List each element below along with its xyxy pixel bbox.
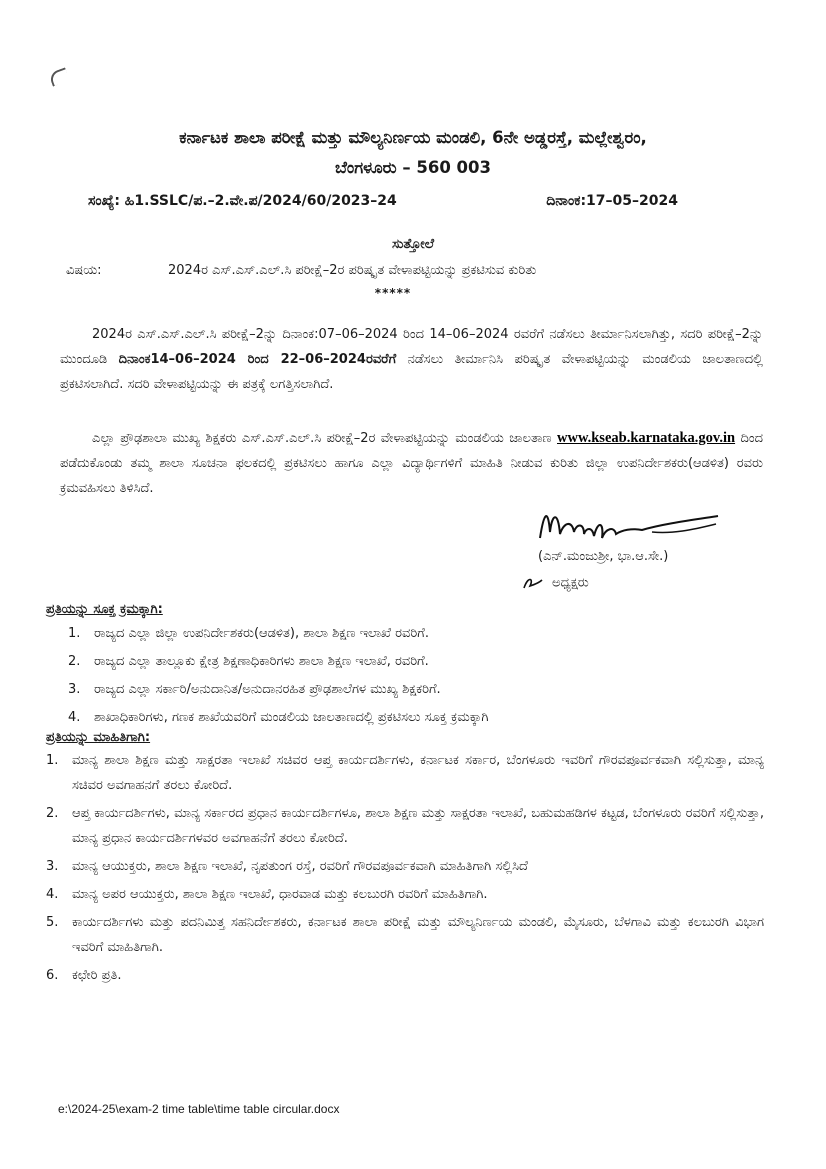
initial-mark: [520, 574, 544, 592]
list-item: 5. ಕಾರ್ಯದರ್ಶಿಗಳು ಮತ್ತು ಪದನಿಮಿತ್ತ ಸಹನಿರ್ದೇಶಕರು, ಕರ್ನಾಟಕ ಶಾಲಾ ಪರೀಕ್ಷೆ ಮತ್ತು ಮೌಲ್ಯನಿರ್ಣಯ ಮಂಡಲಿ, ಮೈಸೂರು, ಬೆಳಗಾವಿ ಮತ್ತು ಕಲಬುರಗಿ ವಿಭಾಗ ಇವರಿಗೆ ಮಾಹಿತಿಗಾಗಿ.: [46, 915, 764, 955]
separator-stars: *****: [374, 286, 412, 300]
file-path-footer: e:\2024-25\exam-2 time table\time table circular.docx: [58, 1102, 340, 1116]
body-paragraph-1: [60, 322, 763, 397]
list-item: 6. ಕಛೇರಿ ಪ್ರತಿ.: [46, 968, 122, 983]
subject-line: [66, 263, 536, 278]
list-item: 1. ಮಾನ್ಯ ಶಾಲಾ ಶಿಕ್ಷಣ ಮತ್ತು ಸಾಕ್ಷರತಾ ಇಲಾಖೆ ಸಚಿವರ ಆಪ್ತ ಕಾರ್ಯದರ್ಶಿಗಳು, ಕರ್ನಾಟಕ ಸರ್ಕಾರ, ಬೆಂಗಳೂರು ಇವರಿಗೆ ಗೌರವಪೂರ್ವಕವಾಗಿ ಸಲ್ಲಿಸುತ್ತಾ, ಮಾನ್ಯ ಸಚಿವರ ಅವಗಾಹನಗೆ ತರಲು ಕೋರಿದೆ.: [46, 753, 764, 793]
list-item: 2. ಆಪ್ತ ಕಾರ್ಯದರ್ಶಿಗಳು, ಮಾನ್ಯ ಸರ್ಕಾರದ ಪ್ರಧಾನ ಕಾರ್ಯದರ್ಶಿಗಳೂ, ಶಾಲಾ ಶಿಕ್ಷಣ ಮತ್ತು ಸಾಕ್ಷರತಾ ಇಲಾಖೆ, ಬಹುಮಹಡಿಗಳ ಕಟ್ಟಡ, ಬೆಂಗಳೂರು ರವರಿಗೆ ಸಲ್ಲಿಸುತ್ತಾ, ಮಾನ್ಯ ಪ್ರಧಾನ ಕಾರ್ಯದರ್ಶಿಗಳವರ ಅವಗಾಹನೆಗೆ ತರಲು ಕೋರಿದೆ.: [46, 806, 764, 846]
copies-action-list: [68, 622, 768, 734]
list-item: 2. ರಾಜ್ಯದ ಎಲ್ಲಾ ತಾಲ್ಲೂಕು ಕ್ಷೇತ್ರ ಶಿಕ್ಷಣಾಧಿಕಾರಿಗಳು ಶಾಲಾ ಶಿಕ್ಷಣ ಇಲಾಖೆ, ರವರಿಗೆ.: [68, 654, 429, 669]
list-item: 3. ಮಾನ್ಯ ಆಯುಕ್ತರು, ಶಾಲಾ ಶಿಕ್ಷಣ ಇಲಾಖೆ, ನೃಪತುಂಗ ರಸ್ತೆ, ರವರಿಗೆ ಗೌರವಪೂರ್ವಕವಾಗಿ ಮಾಹಿತಿಗಾಗಿ ಸಲ್ಲಿಸಿದೆ: [46, 859, 528, 874]
paragraph-1-dates: ದಿನಾಂಕ14–06–2024 ರಿಂದ 22–06–2024ರವರೆಗೆ: [118, 352, 397, 367]
board-address-heading: ಬೆಂಗಳೂರು – 560 003: [335, 158, 491, 177]
reference-date: ದಿನಾಂಕ:17–05–2024: [546, 193, 678, 209]
subject-text: 2024ರ ಎಸ್.ಎಸ್.ಎಲ್.ಸಿ ಪರೀಕ್ಷೆ–2ರ ಪರಿಷ್ಕೃತ ವೇಳಾಪಟ್ಟಿಯನ್ನು ಪ್ರಕಟಿಸುವ ಕುರಿತು: [168, 263, 537, 278]
copies-action-heading: ಪ್ರತಿಯನ್ನು ಸೂಕ್ತ ಕ್ರಮಕ್ಕಾಗಿ:: [46, 602, 163, 617]
copies-info-list: [46, 748, 764, 991]
board-name-heading: ಕರ್ನಾಟಕ ಶಾಲಾ ಪರೀಕ್ಷೆ ಮತ್ತು ಮೌಲ್ಯನಿರ್ಣಯ ಮಂಡಲಿ, 6ನೇ ಅಡ್ಡರಸ್ತೆ, ಮಲ್ಲೇಶ್ವರಂ,: [179, 128, 647, 147]
paragraph-2-text-b: ದಿಂದ ಪಡೆದುಕೊಂಡು ತಮ್ಮ ಶಾಲಾ ಸೂಚನಾ ಫಲಕದಲ್ಲಿ ಪ್ರಕಟಿಸಲು ಹಾಗೂ ಎಲ್ಲಾ ವಿದ್ಯಾರ್ಥಿಗಳಿಗೆ ಮಾಹಿತಿ ನೀಡುವ ಕುರಿತು ಜಿಲ್ಲಾ ಉಪನಿರ್ದೇಶಕರು(ಆಡಳಿತ) ರವರು ಕ್ರಮವಹಿಸಲು ತಿಳಿಸಿದೆ.: [60, 431, 763, 496]
paragraph-1-text-b: ನಡೆಸಲು ತೀರ್ಮಾನಿಸಿ ಪರಿಷ್ಕೃತ ವೇಳಾಪಟ್ಟಿಯನ್ನು ಮಂಡಲಿಯ ಜಾಲತಾಣದಲ್ಲಿ ಪ್ರಕಟಿಸಲಾಗಿದೆ. ಸದರಿ ವೇಳಾಪಟ್ಟಿಯನ್ನು ಈ ಪತ್ರಕ್ಕೆ ಲಗತ್ತಿಸಲಾಗಿದೆ.: [60, 352, 764, 392]
list-item: 4. ಶಾಖಾಧಿಕಾರಿಗಳು, ಗಣಕ ಶಾಖೆಯವರಿಗೆ ಮಂಡಲಿಯ ಜಾಲತಾಣದಲ್ಲಿ ಪ್ರಕಟಿಸಲು ಸೂಕ್ತ ಕ್ರಮಕ್ಕಾಗಿ: [68, 710, 489, 725]
body-paragraph-2: [60, 426, 763, 501]
paragraph-1-text-a: 2024ರ ಎಸ್.ಎಸ್.ಎಲ್.ಸಿ ಪರೀಕ್ಷೆ–2ನ್ನು ದಿನಾಂಕ:07–06–2024 ರಿಂದ 14–06–2024 ರವರೆಗೆ ನಡೆಸಲು ತೀರ್ಮಾನಿಸಲಾಗಿತ್ತು, ಸದರಿ ಪರೀಕ್ಷೆ–2ನ್ನು ಮುಂದೂಡಿ: [60, 327, 763, 367]
list-item: 1. ರಾಜ್ಯದ ಎಲ್ಲಾ ಜಿಲ್ಲಾ ಉಪನಿರ್ದೇಶಕರು(ಆಡಳಿತ), ಶಾಲಾ ಶಿಕ್ಷಣ ಇಲಾಖೆ ರವರಿಗೆ.: [68, 626, 429, 641]
signature-image: [532, 502, 722, 550]
paragraph-2-text-a: ಎಲ್ಲಾ ಪ್ರೌಢಶಾಲಾ ಮುಖ್ಯ ಶಿಕ್ಷಕರು ಎಸ್.ಎಸ್.ಎಲ್.ಸಿ ಪರೀಕ್ಷೆ–2ರ ವೇಳಾಪಟ್ಟಿಯನ್ನು ಮಂಡಲಿಯ ಜಾಲತಾಣ: [92, 431, 557, 446]
scan-mark: [48, 67, 70, 86]
list-item: 3. ರಾಜ್ಯದ ಎಲ್ಲಾ ಸರ್ಕಾರಿ/ಅನುದಾನಿತ/ಅನುದಾನರಹಿತ ಪ್ರೌಢಶಾಲೆಗಳ ಮುಖ್ಯ ಶಿಕ್ಷಕರಿಗೆ.: [68, 682, 441, 697]
subject-label: ವಿಷಯ:: [66, 263, 102, 278]
signatory-title: [520, 574, 589, 592]
signatory-title-text: ಅಧ್ಯಕ್ಷರು: [552, 575, 589, 591]
signatory-name: (ಎನ್.ಮಂಜುಶ್ರೀ, ಭಾ.ಆ.ಸೇ.): [538, 549, 669, 564]
list-item: 4. ಮಾನ್ಯ ಅಪರ ಆಯುಕ್ತರು, ಶಾಲಾ ಶಿಕ್ಷಣ ಇಲಾಖೆ, ಧಾರವಾಡ ಮತ್ತು ಕಲಬುರಗಿ ರವರಿಗೆ ಮಾಹಿತಿಗಾಗಿ.: [46, 887, 488, 902]
reference-number: ಸಂಖ್ಯೆ: ಹಿ1.SSLC/ಪ.–2.ವೇ.ಪ/2024/60/2023–24: [88, 193, 397, 209]
website-link[interactable]: www.kseab.karnataka.gov.in: [557, 430, 736, 446]
document-type: ಸುತ್ತೋಲೆ: [391, 236, 435, 252]
copies-info-heading: ಪ್ರತಿಯನ್ನು ಮಾಹಿತಿಗಾಗಿ:: [46, 730, 151, 745]
